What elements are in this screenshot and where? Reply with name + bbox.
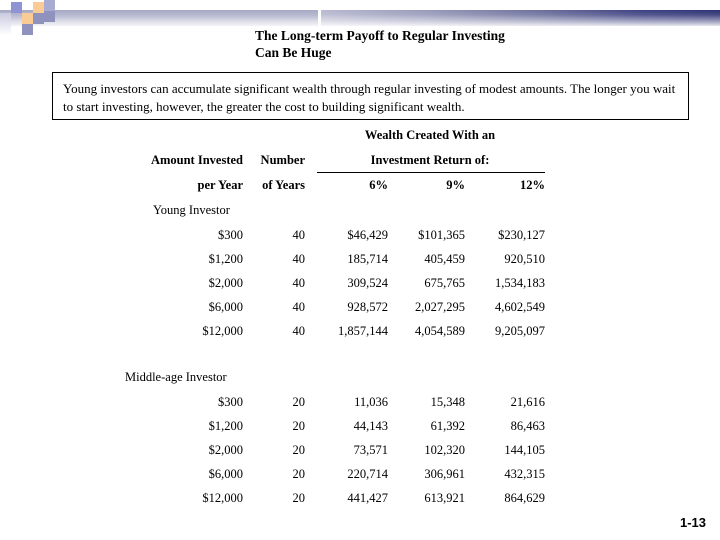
logo-square-periwinkle-1 [11, 2, 22, 13]
slide-title-line2: Can Be Huge [255, 45, 332, 60]
table-row: 928,572 [347, 300, 388, 314]
header-decoration-band [0, 0, 720, 26]
table-row: 185,714 [347, 252, 388, 266]
logo-square-slate-3 [22, 24, 33, 35]
callout-box [52, 72, 689, 120]
table-row: $12,000 [202, 491, 243, 505]
table-row: $6,000 [208, 467, 243, 481]
table-row: 306,961 [424, 467, 465, 481]
table-header-rule [317, 172, 545, 173]
table-row: 73,571 [353, 443, 388, 457]
table-row: $300 [218, 395, 243, 409]
table-row: $6,000 [208, 300, 243, 314]
table-row: 20 [292, 419, 305, 433]
table-row: 9,205,097 [495, 324, 545, 338]
table-row: 1,857,144 [338, 324, 388, 338]
table-header-rate-9: 9% [446, 178, 465, 192]
table-row: 441,427 [347, 491, 388, 505]
table-row: 21,616 [510, 395, 545, 409]
logo-square-lilac-1 [44, 0, 55, 11]
table-row: 432,315 [504, 467, 545, 481]
table-row: 20 [292, 491, 305, 505]
table-header-amount-invested-line2: per Year [197, 178, 243, 192]
header-gradient-right [321, 10, 720, 26]
table-row: $46,429 [347, 228, 388, 242]
table-row: 4,054,589 [415, 324, 465, 338]
table-row: 405,459 [424, 252, 465, 266]
table-row: $12,000 [202, 324, 243, 338]
slide-title [255, 27, 655, 61]
table-row: 4,602,549 [495, 300, 545, 314]
table-row: $1,200 [208, 252, 243, 266]
table-row: 40 [292, 228, 305, 242]
table-row: 86,463 [510, 419, 545, 433]
logo-square-motif [0, 0, 70, 46]
table-header-number-line1: Number [260, 153, 305, 167]
table-row: $2,000 [208, 443, 243, 457]
slide-title-line1: The Long-term Payoff to Regular Investing [255, 28, 505, 43]
table-header-amount-invested-line1: Amount Invested [150, 153, 243, 167]
table-row: 220,714 [347, 467, 388, 481]
logo-square-slate-2 [33, 13, 44, 24]
table-row: 675,765 [424, 276, 465, 290]
logo-square-fade [0, 13, 11, 35]
table-header-investment-return: Investment Return of: [370, 153, 490, 167]
table-header-number-line2: of Years [262, 178, 305, 192]
table-row: $230,127 [498, 228, 545, 242]
table-row: 309,524 [347, 276, 388, 290]
logo-square-slate-1 [44, 11, 55, 22]
table-row: 15,348 [430, 395, 465, 409]
table-row: 144,105 [504, 443, 545, 457]
group-label-young-investor: Young Investor [153, 203, 230, 217]
logo-square-peach-1 [33, 2, 44, 13]
slide-number: 1-13 [679, 515, 706, 530]
table-row: 40 [292, 324, 305, 338]
table-header-wealth-created: Wealth Created With an [364, 128, 496, 142]
table-row: 864,629 [504, 491, 545, 505]
table-row: 1,534,183 [495, 276, 545, 290]
table-row: 20 [292, 467, 305, 481]
table-row: 2,027,295 [415, 300, 465, 314]
table-row: $300 [218, 228, 243, 242]
table-row: 20 [292, 443, 305, 457]
table-row: $1,200 [208, 419, 243, 433]
table-header-rate-12: 12% [520, 178, 545, 192]
table-row: 40 [292, 300, 305, 314]
table-row: 44,143 [353, 419, 388, 433]
table-row: 920,510 [504, 252, 545, 266]
table-row: $101,365 [418, 228, 465, 242]
table-header-rate-6: 6% [369, 178, 388, 192]
table-row: 102,320 [424, 443, 465, 457]
group-label-middleage-investor: Middle-age Investor [125, 370, 227, 384]
table-row: 11,036 [354, 395, 388, 409]
callout-text: Young investors can accumulate significant wealth through regular investing of modest amounts. The longer you wait to start investing, however, the greater the cost to building significant wealth. [63, 81, 676, 114]
table-row: 40 [292, 276, 305, 290]
table-row: 61,392 [430, 419, 465, 433]
table-row: 20 [292, 395, 305, 409]
table-row: 613,921 [424, 491, 465, 505]
logo-square-peach-2 [22, 13, 33, 24]
table-row: 40 [292, 252, 305, 266]
table-row: $2,000 [208, 276, 243, 290]
